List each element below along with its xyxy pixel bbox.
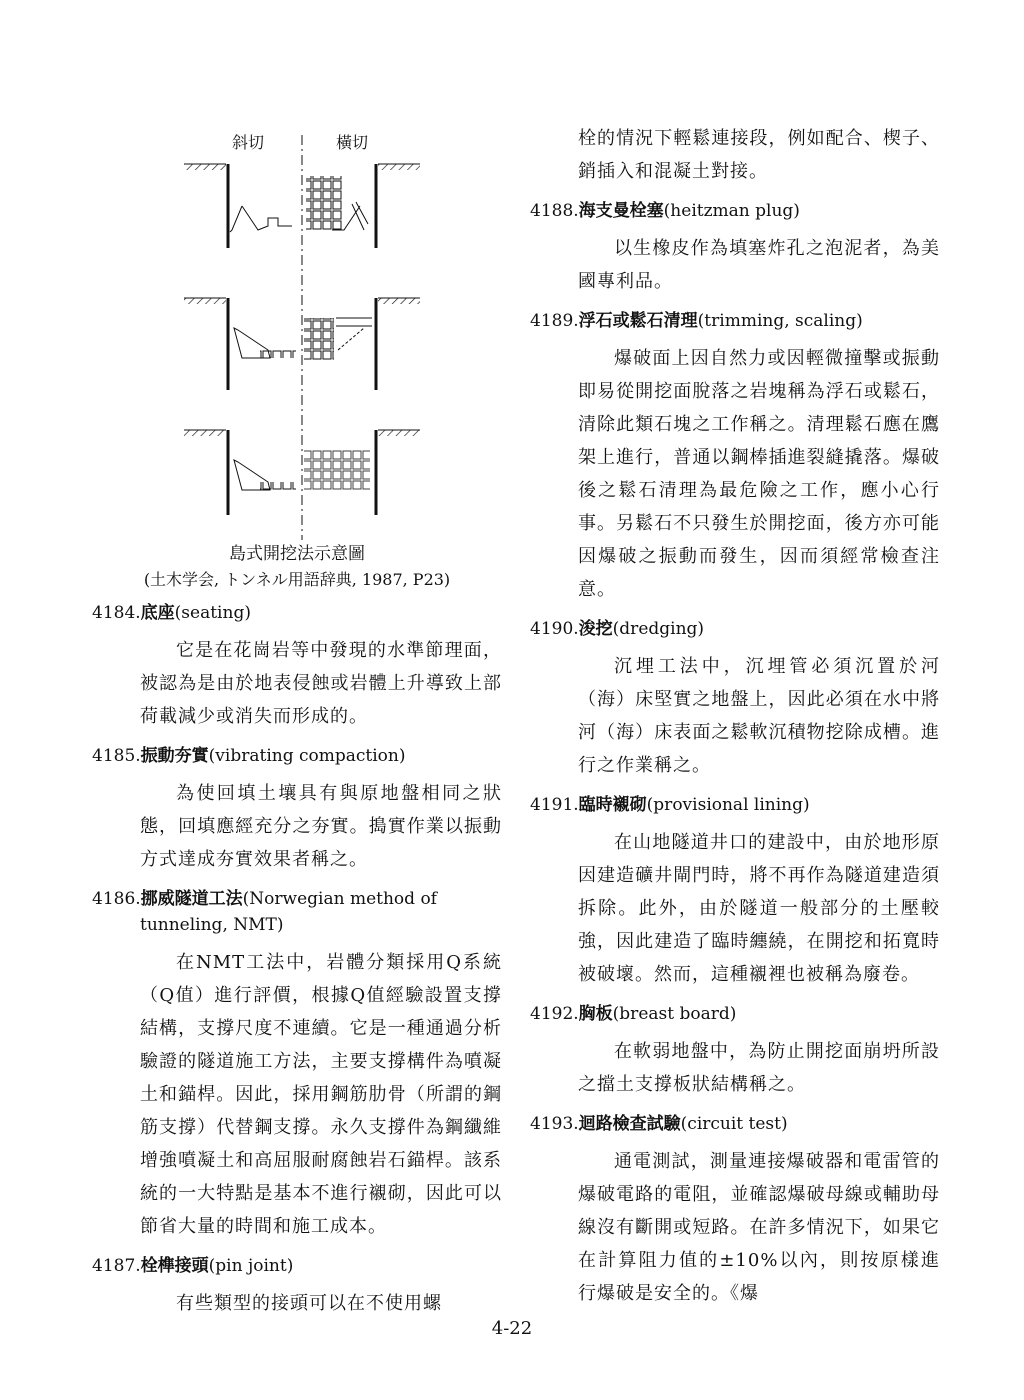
figure-label-diagonal: 斜切 [232,133,265,152]
entry-term-en: (heitzman plug) [663,201,800,221]
entry-number: 4185. [92,746,141,766]
entry-term-en: (vibrating compaction) [208,746,406,766]
entry-4186 [92,886,502,1243]
entry-4193 [530,1111,940,1310]
entry-number: 4189. [530,311,579,331]
entry-4189 [530,308,940,606]
figure-label-horizontal: 橫切 [336,133,369,152]
entry-number: 4190. [530,619,579,639]
entry-body: 在軟弱地盤中，為防止開挖面崩坍所設之擋土支撐板狀結構稱之。 [578,1041,940,1095]
entry-term-en: (trimming, scaling) [697,311,863,331]
entry-body: 在NMT工法中，岩體分類採用Q系統（Q值）進行評價，根據Q值經驗設置支撐結構，支撐尺度不連續。它是一種通過分析驗證的隧道施工方法，主要支撐構件為噴凝土和錨桿。因此，採用鋼筋肋骨（所謂的鋼筋支撐）代替鋼支撐。永久支撐件為鋼纖維增強噴凝土和高屈服耐腐蝕岩石錨桿。該系統的一大特點是基本不進行襯砌，因此可以節省大量的時間和施工成本。 [140,952,502,1237]
entry-body: 沉埋工法中，沉埋管必須沉置於河（海）床堅實之地盤上，因此必須在水中將河（海）床表面之鬆軟沉積物挖除成槽。進行之作業稱之。 [578,656,940,776]
entry-number: 4192. [530,1004,579,1024]
page-number: 4-22 [491,1318,533,1339]
entry-term-zh: 挪威隧道工法 [140,889,243,909]
entry-term-zh: 振動夯實 [140,746,209,766]
entry-number: 4186. [92,889,141,909]
entry-term-en: (dredging) [612,619,705,639]
entry-body: 有些類型的接頭可以在不使用螺 [176,1293,442,1314]
entry-term-zh: 海支曼栓塞 [578,201,664,221]
entry-number: 4184. [92,603,141,623]
entry-4185 [92,743,502,876]
entry-number: 4188. [530,201,579,221]
entry-body: 在山地隧道井口的建設中，由於地形原因建造礦井閘門時，將不再作為隧道建造須拆除。此外，由於隧道一般部分的土壓較強，因此建造了臨時纏繞，在開挖和拓寬時被破壞。然而，這種襯裡也被稱為廢卷。 [578,832,940,985]
entry-term-en: (seating) [174,603,251,623]
excavation-diagram [92,120,502,540]
entry-term-en: (breast board) [612,1004,737,1024]
entry-body: 它是在花崗岩等中發現的水準節理面，被認為是由於地表侵蝕或岩體上升導致上部荷載減少或消失而形成的。 [140,640,502,727]
entry-term-en: (pin joint) [208,1256,294,1276]
entry-4187 [92,1253,502,1320]
entry-body: 以生橡皮作為填塞炸孔之泡泥者，為美國專利品。 [578,238,940,292]
entry-term-zh: 胸板 [578,1004,613,1024]
entry-number: 4187. [92,1256,141,1276]
entry-4191 [530,792,940,991]
entry-body: 為使回填土壤具有與原地盤相同之狀態，回填應經充分之夯實。搗實作業以振動方式達成夯實效果者稱之。 [140,783,502,870]
entry-body: 爆破面上因自然力或因輕微撞擊或振動即易從開挖面脫落之岩塊稱為浮石或鬆石，清除此類石塊之工作稱之。清理鬆石應在鷹架上進行，普通以鋼棒插進裂縫撬落。爆破後之鬆石清理為最危險之工作，應小心行事。另鬆石不只發生於開挖面，後方亦可能因爆破之振動而發生，因而須經常檢查注意。 [578,348,940,600]
entry-term-zh: 栓榫接頭 [140,1256,209,1276]
entry-term-zh: 迴路檢查試驗 [578,1114,681,1134]
entry-term-en: (provisional lining) [646,795,810,815]
entry-term-en: (circuit test) [680,1114,788,1134]
entry-4192 [530,1001,940,1101]
entry-term-zh: 底座 [140,603,175,623]
figure-caption [92,542,502,592]
entry-term-en: (Norwegian method of tunneling, NMT) [140,889,437,935]
entry-term-zh: 臨時襯砌 [578,795,647,815]
figure-title: 島式開挖法示意圖 [229,544,365,564]
continued-text: 栓的情況下輕鬆連接段，例如配合、楔子、銷插入和混凝土對接。 [578,128,940,182]
entry-4188 [530,198,940,298]
island-excavation-figure [92,120,502,540]
entry-4190 [530,616,940,782]
entry-number: 4193. [530,1114,579,1134]
entry-term-zh: 浚挖 [578,619,613,639]
left-column [92,120,502,1330]
entry-number: 4191. [530,795,579,815]
entry-4184 [92,600,502,733]
figure-source: (土木学会, トンネル用語辞典, 1987, P23) [143,570,451,589]
entry-term-zh: 浮石或鬆石清理 [578,311,698,331]
right-column [530,122,940,1320]
entry-body: 通電測試，測量連接爆破器和電雷管的爆破電路的電阻，並確認爆破母線或輔助母線沒有斷開或短路。在許多情況下，如果它在計算阻力值的±10%以內，則按原樣進行爆破是安全的。《爆 [578,1151,940,1304]
